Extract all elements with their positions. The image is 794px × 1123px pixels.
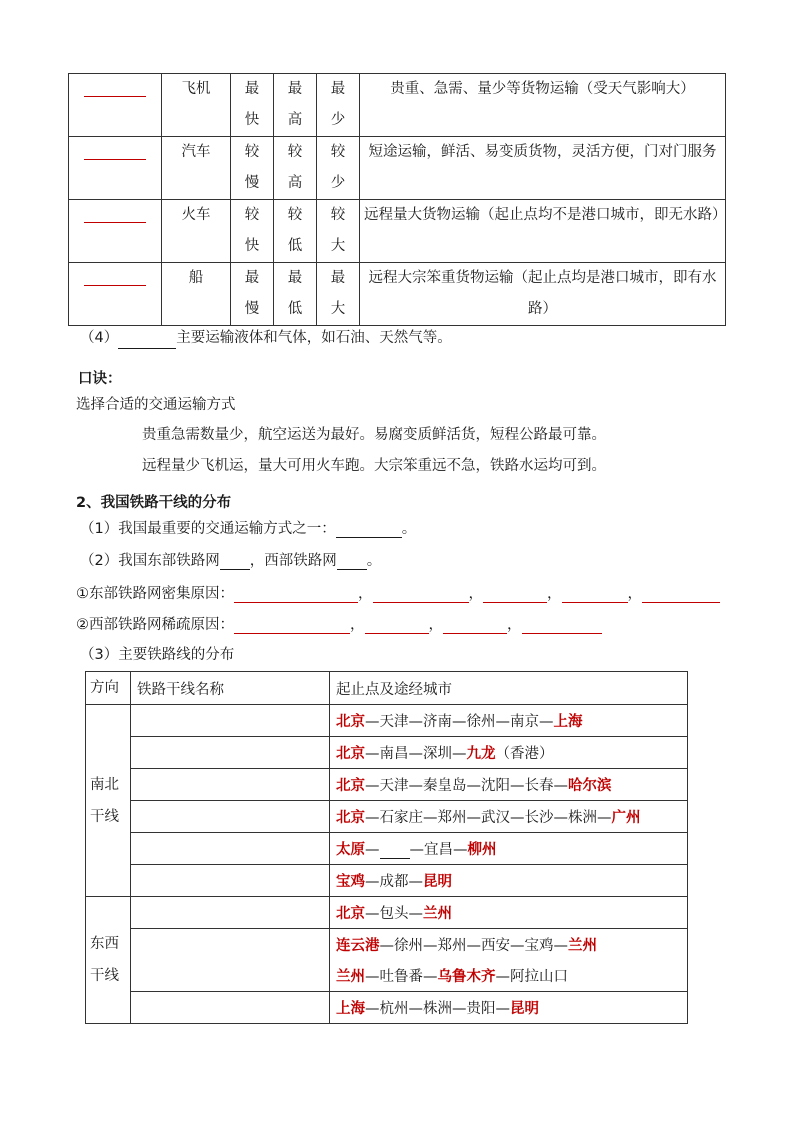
route-dash: — — [466, 810, 481, 826]
question-1: （1）我国最重要的交通运输方式之一： 。 — [80, 521, 417, 537]
line-name-cell[interactable] — [131, 769, 330, 801]
mode-cell: 船 — [162, 263, 231, 326]
route-city: 武汉 — [481, 810, 510, 826]
route-cell — [330, 705, 688, 737]
route-city: 杭州 — [379, 1001, 409, 1017]
east-reason-blank-4[interactable] — [562, 588, 628, 603]
item-4: （4） 主要运输液体和气体，如石油、天然气等。 — [80, 327, 452, 349]
table-row — [86, 769, 688, 801]
direction-label: 南北 — [90, 776, 119, 793]
route-cell — [330, 960, 688, 992]
route-city: 徐州 — [466, 714, 496, 730]
route-terminal: 昆明 — [510, 1001, 539, 1017]
table-row — [86, 865, 688, 897]
route-cell — [330, 737, 688, 769]
q1-blank[interactable] — [336, 523, 402, 538]
header-cities: 起止点及途经城市 — [330, 672, 688, 705]
route-terminal: 乌鲁木齐 — [437, 969, 496, 985]
route-dash: — — [539, 714, 554, 730]
route-dash: — — [408, 714, 423, 730]
desc-cell: 远程量大货物运输（起止点均不是港口城市，即无水路） — [360, 200, 726, 263]
west-reason-blank-1[interactable] — [234, 619, 350, 634]
header-direction: 方向 — [86, 672, 131, 705]
west-reason-blank-3[interactable] — [443, 619, 507, 634]
route-terminal: 北京 — [336, 906, 365, 922]
mode-cell: 飞机 — [162, 74, 231, 137]
route-terminal: 兰州 — [568, 938, 597, 954]
route-dash: — — [510, 778, 525, 794]
route-dash: — — [495, 969, 510, 985]
route-terminal: 昆明 — [423, 874, 452, 890]
table-row: 汽车 较 慢 较 高 较 少 短途运输，鲜活、易变质货物，灵活方便，门对门服务 — [69, 137, 726, 200]
route-city: 长春 — [524, 778, 554, 794]
west-reason-blank-2[interactable] — [365, 619, 429, 634]
route-dash: — — [423, 810, 438, 826]
route-terminal: 北京 — [336, 714, 365, 730]
route-terminal: 九龙 — [466, 746, 496, 762]
route-terminal: 上海 — [553, 714, 583, 730]
route-city: 沈阳 — [481, 778, 510, 794]
railway-table — [85, 671, 688, 1024]
route-cell — [330, 769, 688, 801]
route-dash: — — [365, 1001, 380, 1017]
question-2: （2）我国东部铁路网 ，西部铁路网 。 — [80, 553, 382, 569]
route-dash: — — [408, 746, 423, 762]
reason-west: ②西部铁路网稀疏原因： ， ， ， — [76, 613, 602, 634]
route-dash: — — [379, 938, 394, 954]
east-reason-blank-1[interactable] — [234, 588, 358, 603]
route-city: 株洲 — [568, 810, 597, 826]
route-dash: — — [365, 746, 380, 762]
route-cell — [330, 801, 688, 833]
line-name-cell[interactable] — [131, 865, 330, 897]
transport-table — [68, 73, 726, 326]
route-cell — [330, 833, 688, 865]
line-name-cell[interactable] — [131, 992, 330, 1024]
desc-cell: 远程大宗笨重货物运输（起止点均是港口城市，即有水路） — [360, 263, 726, 326]
route-terminal: 广州 — [611, 810, 641, 826]
route-city: 南昌 — [379, 746, 409, 762]
route-terminal: 兰州 — [423, 906, 452, 922]
answer-blank-cell[interactable] — [69, 200, 162, 263]
table-row — [86, 801, 688, 833]
route-terminal: 哈尔滨 — [568, 778, 612, 794]
table-row: 船 最 慢 最 低 最 大 远程大宗笨重货物运输（起止点均是港口城市，即有水路） — [69, 263, 726, 326]
route-cell — [330, 897, 688, 929]
line-name-cell[interactable] — [131, 833, 330, 865]
route-city: 包头 — [379, 906, 409, 922]
direction-label: 东西 — [90, 936, 119, 952]
route-dash: — — [365, 969, 380, 985]
item-4-blank[interactable] — [118, 334, 176, 349]
route-dash: — — [365, 778, 380, 794]
route-dash: — — [453, 842, 468, 858]
direction-label: 干线 — [90, 968, 119, 984]
answer-blank-cell[interactable] — [69, 263, 162, 326]
route-dash: — — [365, 810, 380, 826]
table-header-row — [86, 672, 688, 705]
table-row — [86, 705, 688, 737]
east-reason-blank-2[interactable] — [373, 588, 469, 603]
section-heading: 2、我国铁路干线的分布 — [76, 495, 232, 511]
route-dash: — — [365, 714, 380, 730]
route-city: 天津 — [379, 714, 409, 730]
route-dash: — — [510, 810, 525, 826]
route-dash: — — [466, 938, 481, 954]
route-note: （香港） — [495, 746, 554, 762]
east-reason-blank-5[interactable] — [642, 588, 720, 603]
mnemonic-title: 口诀： — [78, 371, 122, 387]
route-dash: — — [452, 746, 467, 762]
route-city: 成都 — [379, 874, 409, 890]
table-row — [86, 929, 688, 961]
route-city: 宜昌 — [424, 842, 453, 858]
route-cell — [330, 929, 688, 961]
mnemonic-line-1: 贵重急需数量少，航空运送为最好。易腐变质鲜活货，短程公路最可靠。 — [142, 427, 606, 443]
route-city: 南京 — [510, 714, 539, 730]
route-terminal: 柳州 — [467, 842, 497, 858]
direction-cell — [86, 705, 131, 897]
route-dash: — — [409, 842, 424, 858]
table-row: 飞机 最 快 最 高 最 少 贵重、急需、量少等货物运输（受天气影响大） — [69, 74, 726, 137]
mnemonic-subtitle: 选择合适的交通运输方式 — [76, 397, 236, 413]
route-terminal: 北京 — [336, 746, 365, 762]
route-dash: — — [365, 842, 380, 858]
line-name-cell[interactable] — [131, 705, 330, 737]
route-city: 秦皇岛 — [423, 778, 467, 794]
route-dash: — — [365, 874, 380, 890]
table-row — [86, 897, 688, 929]
route-dash: — — [452, 714, 467, 730]
route-dash: — — [553, 778, 568, 794]
route-terminal: 太原 — [336, 842, 365, 858]
route-dash: — — [510, 938, 525, 954]
route-dash: — — [597, 810, 612, 826]
route-city: 济南 — [423, 714, 452, 730]
route-dash: — — [466, 778, 481, 794]
reason-east: ①东部铁路网密集原因： ， ， ， ， — [76, 582, 720, 603]
route-city-blank[interactable] — [380, 844, 410, 859]
route-dash: — — [553, 938, 568, 954]
q2-blank-east[interactable] — [220, 555, 250, 570]
route-dash: — — [408, 906, 423, 922]
route-terminal: 宝鸡 — [336, 874, 365, 890]
mnemonic-line-2: 远程量少飞机运，量大可用火车跑。大宗笨重远不急，铁路水运均可到。 — [142, 458, 606, 474]
route-dash: — — [423, 938, 438, 954]
route-city: 郑州 — [437, 810, 467, 826]
route-dash: — — [408, 874, 423, 890]
route-dash: — — [365, 906, 380, 922]
line-name-cell[interactable] — [131, 801, 330, 833]
mode-cell: 火车 — [162, 200, 231, 263]
route-dash: — — [408, 778, 423, 794]
answer-blank-cell[interactable] — [69, 74, 162, 137]
route-cell — [330, 865, 688, 897]
route-terminal: 北京 — [336, 778, 365, 794]
route-city: 吐鲁番 — [379, 969, 423, 985]
route-city: 贵阳 — [466, 1001, 496, 1017]
route-city: 株洲 — [423, 1001, 452, 1017]
line-name-cell[interactable] — [131, 897, 330, 929]
route-dash: — — [495, 1001, 510, 1017]
answer-blank-cell[interactable] — [69, 137, 162, 200]
route-dash: — — [495, 714, 510, 730]
route-dash: — — [553, 810, 568, 826]
route-dash: — — [452, 1001, 467, 1017]
q2-blank-west[interactable] — [337, 555, 367, 570]
route-city: 石家庄 — [379, 810, 423, 826]
route-terminal: 兰州 — [336, 969, 365, 985]
route-city: 郑州 — [437, 938, 467, 954]
route-dash: — — [408, 1001, 423, 1017]
direction-label: 干线 — [90, 808, 119, 825]
line-name-cell[interactable] — [131, 737, 330, 769]
route-city: 长沙 — [524, 810, 554, 826]
table-row: 火车 较 快 较 低 较 大 远程量大货物运输（起止点均不是港口城市，即无水路） — [69, 200, 726, 263]
desc-cell: 贵重、急需、量少等货物运输（受天气影响大） — [360, 74, 726, 137]
route-city: 西安 — [481, 938, 510, 954]
direction-cell — [86, 897, 131, 1024]
route-city: 宝鸡 — [524, 938, 554, 954]
east-reason-blank-3[interactable] — [483, 588, 547, 603]
route-terminal: 上海 — [336, 1001, 365, 1017]
route-city: 徐州 — [394, 938, 423, 954]
mode-cell: 汽车 — [162, 137, 231, 200]
route-city: 深圳 — [423, 746, 452, 762]
route-dash: — — [423, 969, 438, 985]
route-terminal: 连云港 — [336, 938, 380, 954]
west-reason-blank-4[interactable] — [522, 619, 602, 634]
route-cell — [330, 992, 688, 1024]
table-row — [86, 992, 688, 1024]
route-city: 天津 — [379, 778, 409, 794]
question-3: （3）主要铁路线的分布 — [80, 647, 235, 663]
table-row — [86, 833, 688, 865]
header-line-name: 铁路干线名称 — [131, 672, 330, 705]
route-city: 阿拉山口 — [510, 969, 568, 985]
desc-cell: 短途运输，鲜活、易变质货物，灵活方便，门对门服务 — [360, 137, 726, 200]
table-row — [86, 737, 688, 769]
route-terminal: 北京 — [336, 810, 365, 826]
line-name-cell[interactable] — [131, 929, 330, 992]
